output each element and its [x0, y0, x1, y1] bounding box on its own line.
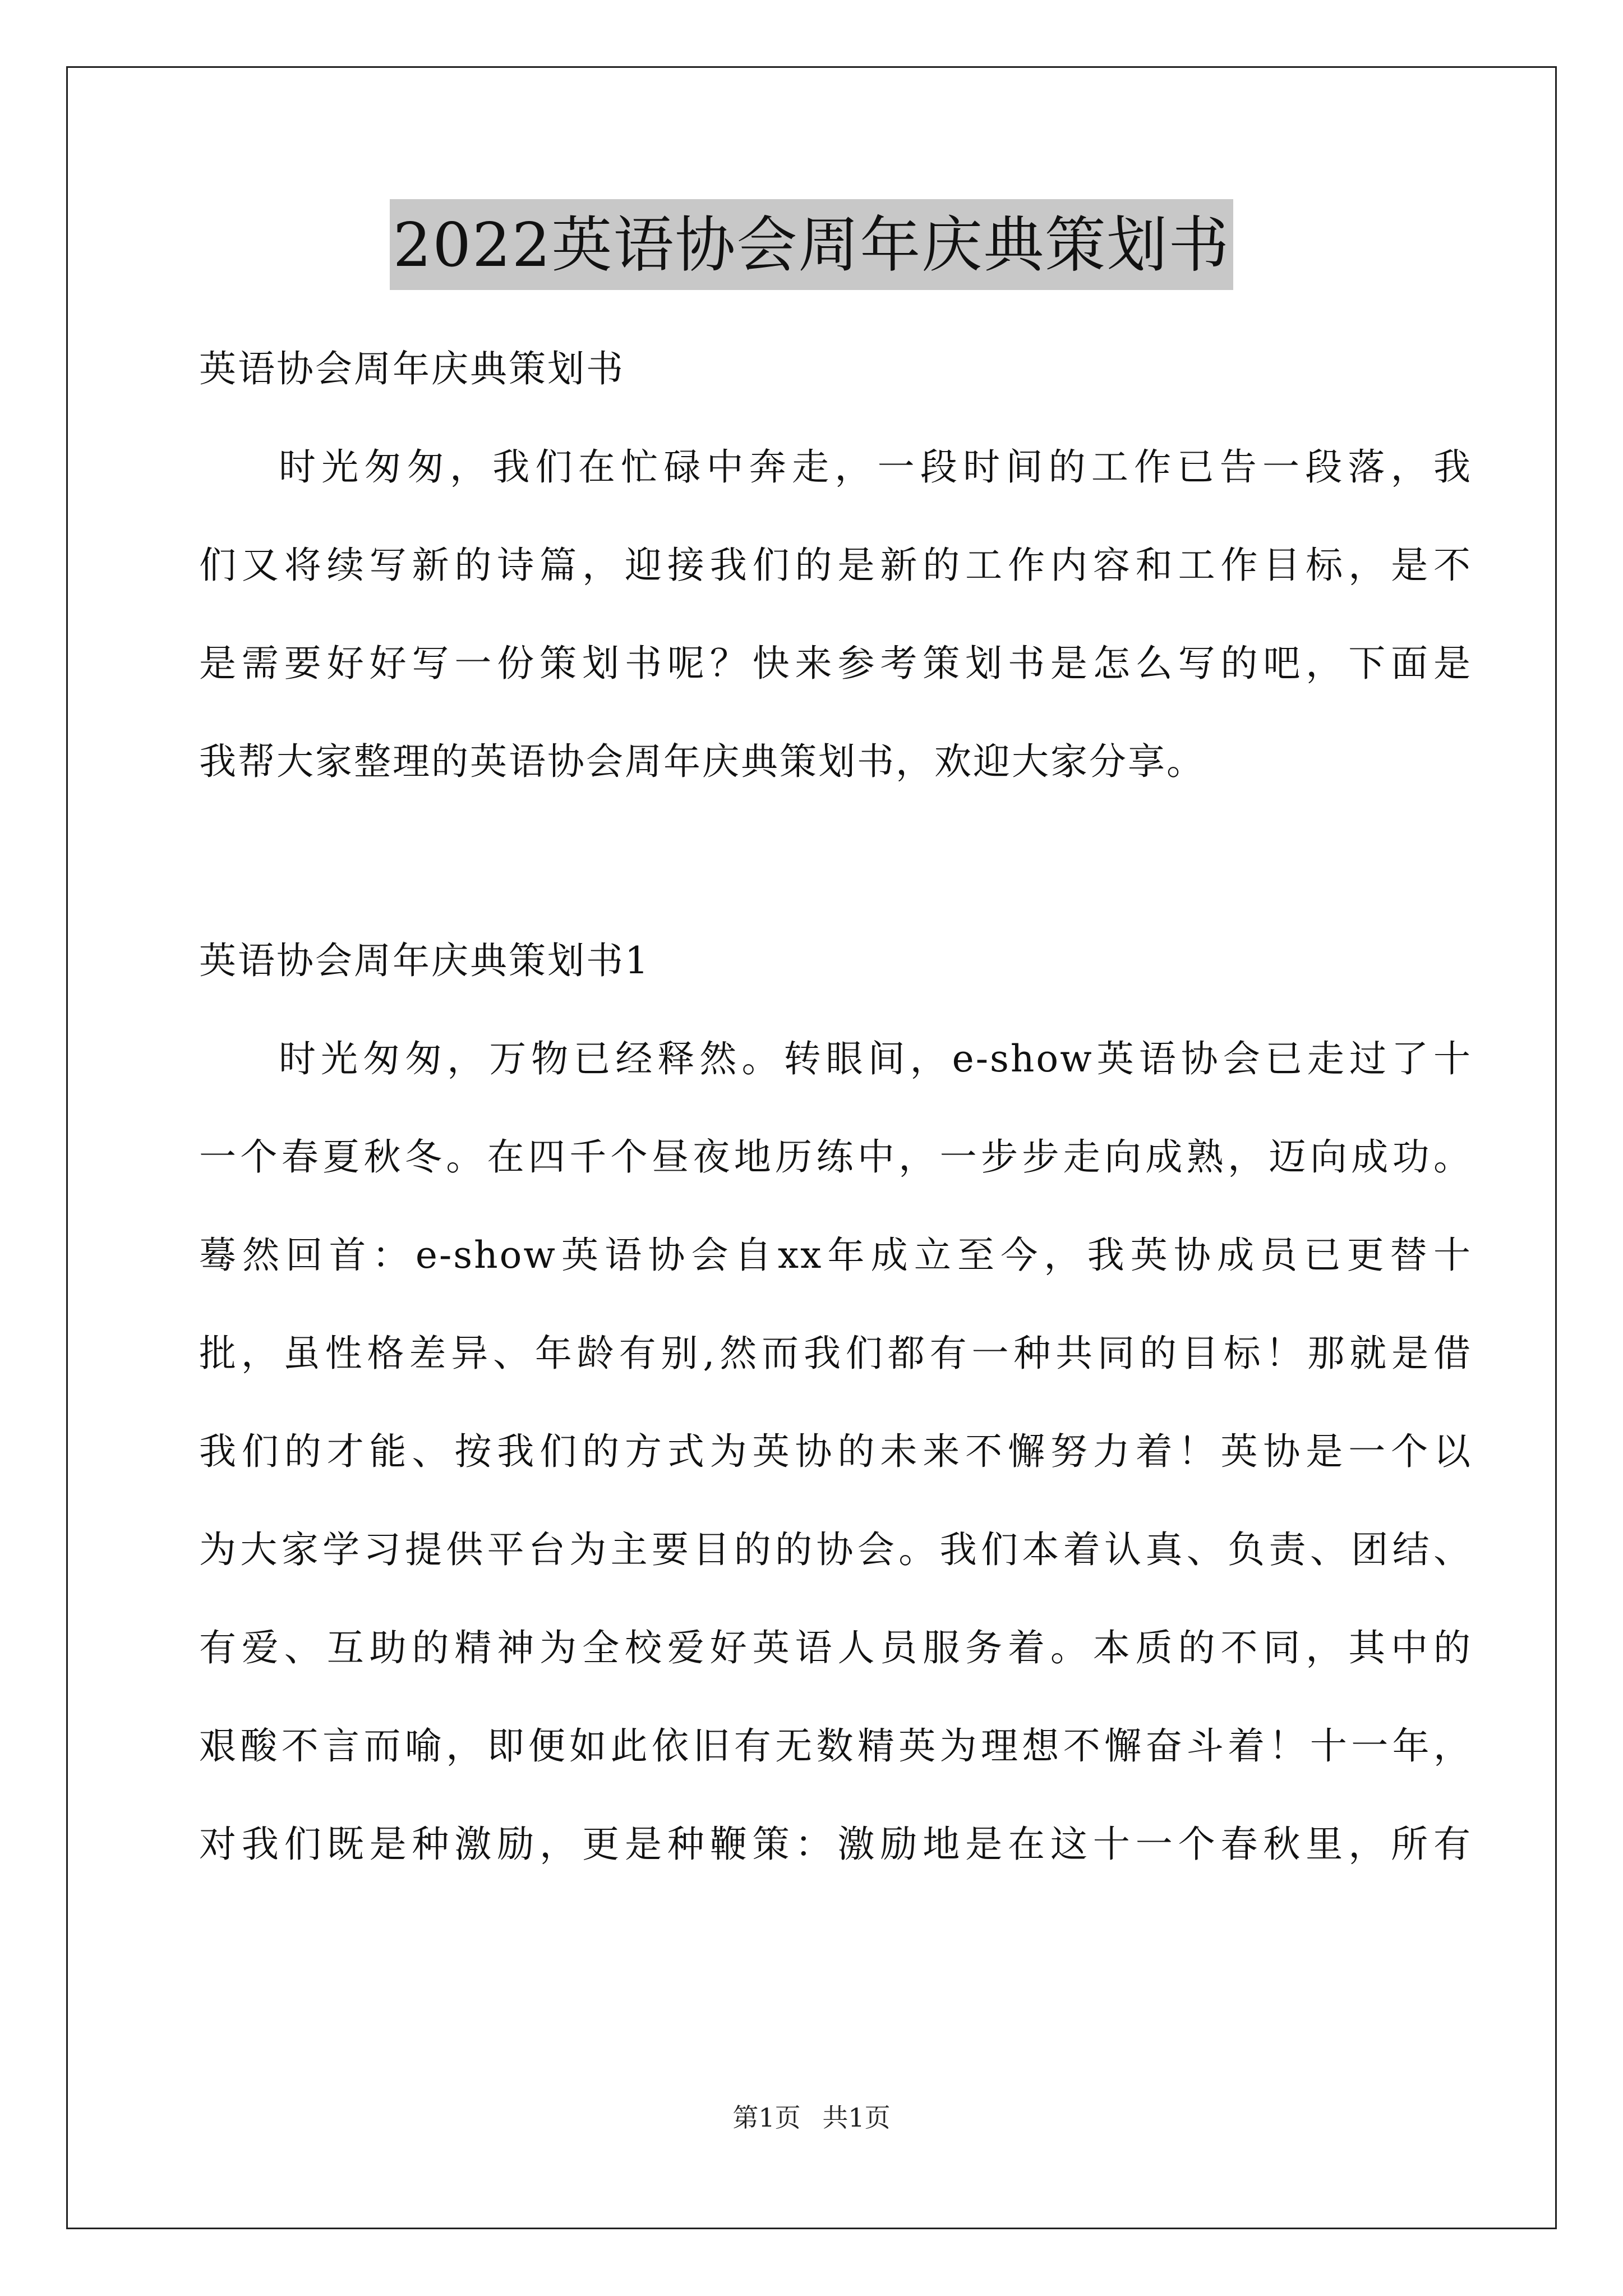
- paragraph-gap: [199, 811, 1472, 912]
- intro-line: 我帮大家整理的英语协会周年庆典策划书，欢迎大家分享。: [199, 740, 1205, 783]
- section1-paragraph: [199, 1010, 1472, 1893]
- section1-line: 一个春夏秋冬。在四千个昼夜地历练中，一步步走向成熟，迈向成功。: [199, 1135, 1472, 1179]
- section1-line: 对我们既是种激励，更是种鞭策：激励地是在这十一个春秋里，所有: [199, 1823, 1472, 1866]
- section1-line: 批，虽性格差异、年龄有别,然而我们都有一种共同的目标！那就是借: [199, 1332, 1472, 1375]
- section1-line: 艰酸不言而喻，即便如此依旧有无数精英为理想不懈奋斗着！十一年，: [199, 1724, 1472, 1768]
- intro-line: 时光匆匆，我们在忙碌中奔走，一段时间的工作已告一段落，我: [279, 445, 1472, 489]
- section1-line: 时光匆匆，万物已经释然。转眼间，e-show英语协会已走过了十: [279, 1037, 1472, 1080]
- intro-line: 们又将续写新的诗篇，迎接我们的是新的工作内容和工作目标，是不: [199, 544, 1472, 587]
- document-title: 2022英语协会周年庆典策划书: [390, 199, 1234, 290]
- intro-heading: 英语协会周年庆典策划书: [199, 347, 625, 390]
- page-footer: [0, 2101, 1623, 2134]
- document-body: [199, 320, 1472, 1893]
- page-number: 第1页: [732, 2102, 801, 2133]
- section1-line: 有爱、互助的精神为全校爱好英语人员服务着。本质的不同，其中的: [199, 1626, 1472, 1669]
- title-area: [0, 199, 1623, 290]
- section1-heading: 英语协会周年庆典策划书1: [199, 939, 650, 982]
- page-total: 共1页: [822, 2102, 891, 2133]
- intro-line: 是需要好好写一份策划书呢？快来参考策划书是怎么写的吧，下面是: [199, 642, 1472, 685]
- section1-line: 蓦然回首：e-show英语协会自xx年成立至今，我英协成员已更替十: [199, 1234, 1472, 1277]
- section1-line: 我们的才能、按我们的方式为英协的未来不懈努力着！英协是一个以: [199, 1430, 1472, 1473]
- intro-paragraph: [199, 418, 1472, 811]
- section1-line: 为大家学习提供平台为主要目的的协会。我们本着认真、负责、团结、: [199, 1528, 1472, 1571]
